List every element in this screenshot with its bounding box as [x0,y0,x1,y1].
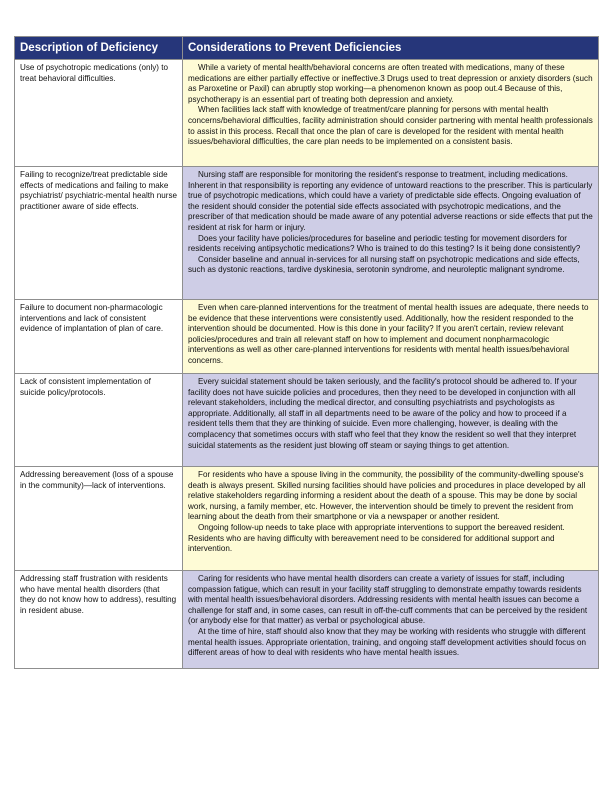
consideration-paragraph: Every suicidal statement should be taken seriously, and the facility's protocol should be adhered to. If your facility does not have suicide policies and procedures, then they need to be developed in conjunction with all relevant stakeholders, including the medical director, and consulting psychiatrists and psychologists as appropriate. Additionally, all staff in all departments need to be aware of the policy and how to proceed if a resident tells them that they are thinking of suicide. Even more challenging, however, is dealing with the complacency that sometimes occurs with staff who feel that they know the resident so well that they interpret suicidal statements as the resident just blowing off steam or saying things to get attention. [188,377,577,450]
deficiency-description: Failing to recognize/treat predictable side effects of medications and failing to make psychiatrist/ psychiatric-mental health nurse practitioner aware of side effects. [15,167,183,300]
deficiency-description: Failure to document non-pharmacologic interventions and lack of consistent evidence of implantation of plan of care. [15,300,183,374]
prevention-considerations [183,571,599,669]
prevention-considerations [183,60,599,167]
table-row [15,571,599,669]
consideration-paragraph: Nursing staff are responsible for monitoring the resident's response to treatment, including medications. Inherent in that responsibility is reporting any evidence of untoward reactions to the prescriber. This is particularly true of psychotropic medications, which could have a variety of predictable side effects. Ongoing evaluation of the resident should consider the potential side effects associated with psychotropic medications, and the prescriber of that medication should be made aware of any potential adverse reactions or side effects that put the resident at risk for harm or injury. [188,170,593,232]
consideration-paragraph: Even when care-planned interventions for the treatment of mental health issues are adequate, there needs to be evidence that these interventions were consistently used. Additionally, how the resident responded to the intervention should be documented. How is this done in your facility? If you aren't certain, review relevant policies/procedures and train all relevant staff on how to implement and document nonpharmacologic interventions as well as other care-planned interventions for residents with mental health issues/behavioral concerns. [188,303,589,365]
table-row [15,467,599,571]
deficiency-description: Lack of consistent implementation of suicide policy/protocols. [15,374,183,467]
consideration-paragraph: When facilities lack staff with knowledge of treatment/care planning for persons with mental health concerns/behavioral difficulties, facility administration should consider partnering with mental health professionals to assist in this process. Recall that once the plan of care is developed for the resident with mental health issues/behavioral difficulties, the care plan needs to be implemented on a consistent basis. [188,105,593,147]
consideration-paragraph: At the time of hire, staff should also know that they may be working with residents who struggle with different mental health issues. Appropriate orientation, training, and ongoing staff development activities should focus on different areas of how to deal with residents who have mental health issues. [188,626,587,658]
consideration-paragraph: Consider baseline and annual in-services for all nursing staff on psychotropic medications and side effects, such as dystonic reactions, tardive dyskinesia, serotonin syndrome, and neuroleptic malignant syndrome. [188,254,580,275]
header-considerations: Considerations to Prevent Deficiencies [183,37,599,60]
table-row [15,167,599,300]
consideration-paragraph: For residents who have a spouse living in the community, the possibility of the community-dwelling spouse's death is always present. Skilled nursing facilities should have policies and procedures in place developed by all relative stakeholders regarding informing a resident about the death of a spouse. This may be done by social work, nursing, a family member, etc. However, the intervention should be timely to prevent the resident from learning about the death from their smartphone or via a newspaper or another resident. [188,470,586,522]
prevention-considerations [183,167,599,300]
consideration-paragraph: Does your facility have policies/procedures for baseline and periodic testing for movement disorders for residents receiving antipsychotic medications? Who is trained to do this testing? Is it being done consistently? [188,233,581,254]
prevention-considerations [183,374,599,467]
deficiency-description: Use of psychotropic medications (only) to treat behavioral difficulties. [15,60,183,167]
deficiency-description: Addressing staff frustration with residents who have mental health disorders (that they do not know how to address), resulting in resident abuse. [15,571,183,669]
consideration-paragraph: Ongoing follow-up needs to take place with appropriate interventions to support the bereaved resident. Residents who are having difficulty with bereavement need to be considered for additional support and intervention. [188,522,565,554]
consideration-paragraph: Caring for residents who have mental health disorders can create a variety of issues for staff, including compassion fatigue, which can result in your facility staff struggling to demonstrate empathy towards residents with mental health issues/behavioral disorders. Addressing residents with mental health issues can become a challenge for staff and, in some cases, can result in off-the-cuff comments that can be perceived by the resident (or anybody else for that matter) as verbal or psychological abuse. [188,574,588,626]
prevention-considerations [183,300,599,374]
table-row [15,300,599,374]
prevention-considerations [183,467,599,571]
deficiency-description: Addressing bereavement (loss of a spouse in the community)—lack of interventions. [15,467,183,571]
table-header-row [15,37,599,60]
table-row [15,374,599,467]
deficiency-table [14,36,599,669]
consideration-paragraph: While a variety of mental health/behavioral concerns are often treated with medications, many of these medications are either partially effective or ineffective.3 Drugs used to treat depression or anxiety disorders (such as Paroxetine or Paxil) can abruptly stop working—a phenomenon known as poop out.4 Because of this, psychotherapy is an essential part of treating both depression and anxiety. [188,63,593,104]
header-description-of-deficiency: Description of Deficiency [15,37,183,60]
table-row [15,60,599,167]
